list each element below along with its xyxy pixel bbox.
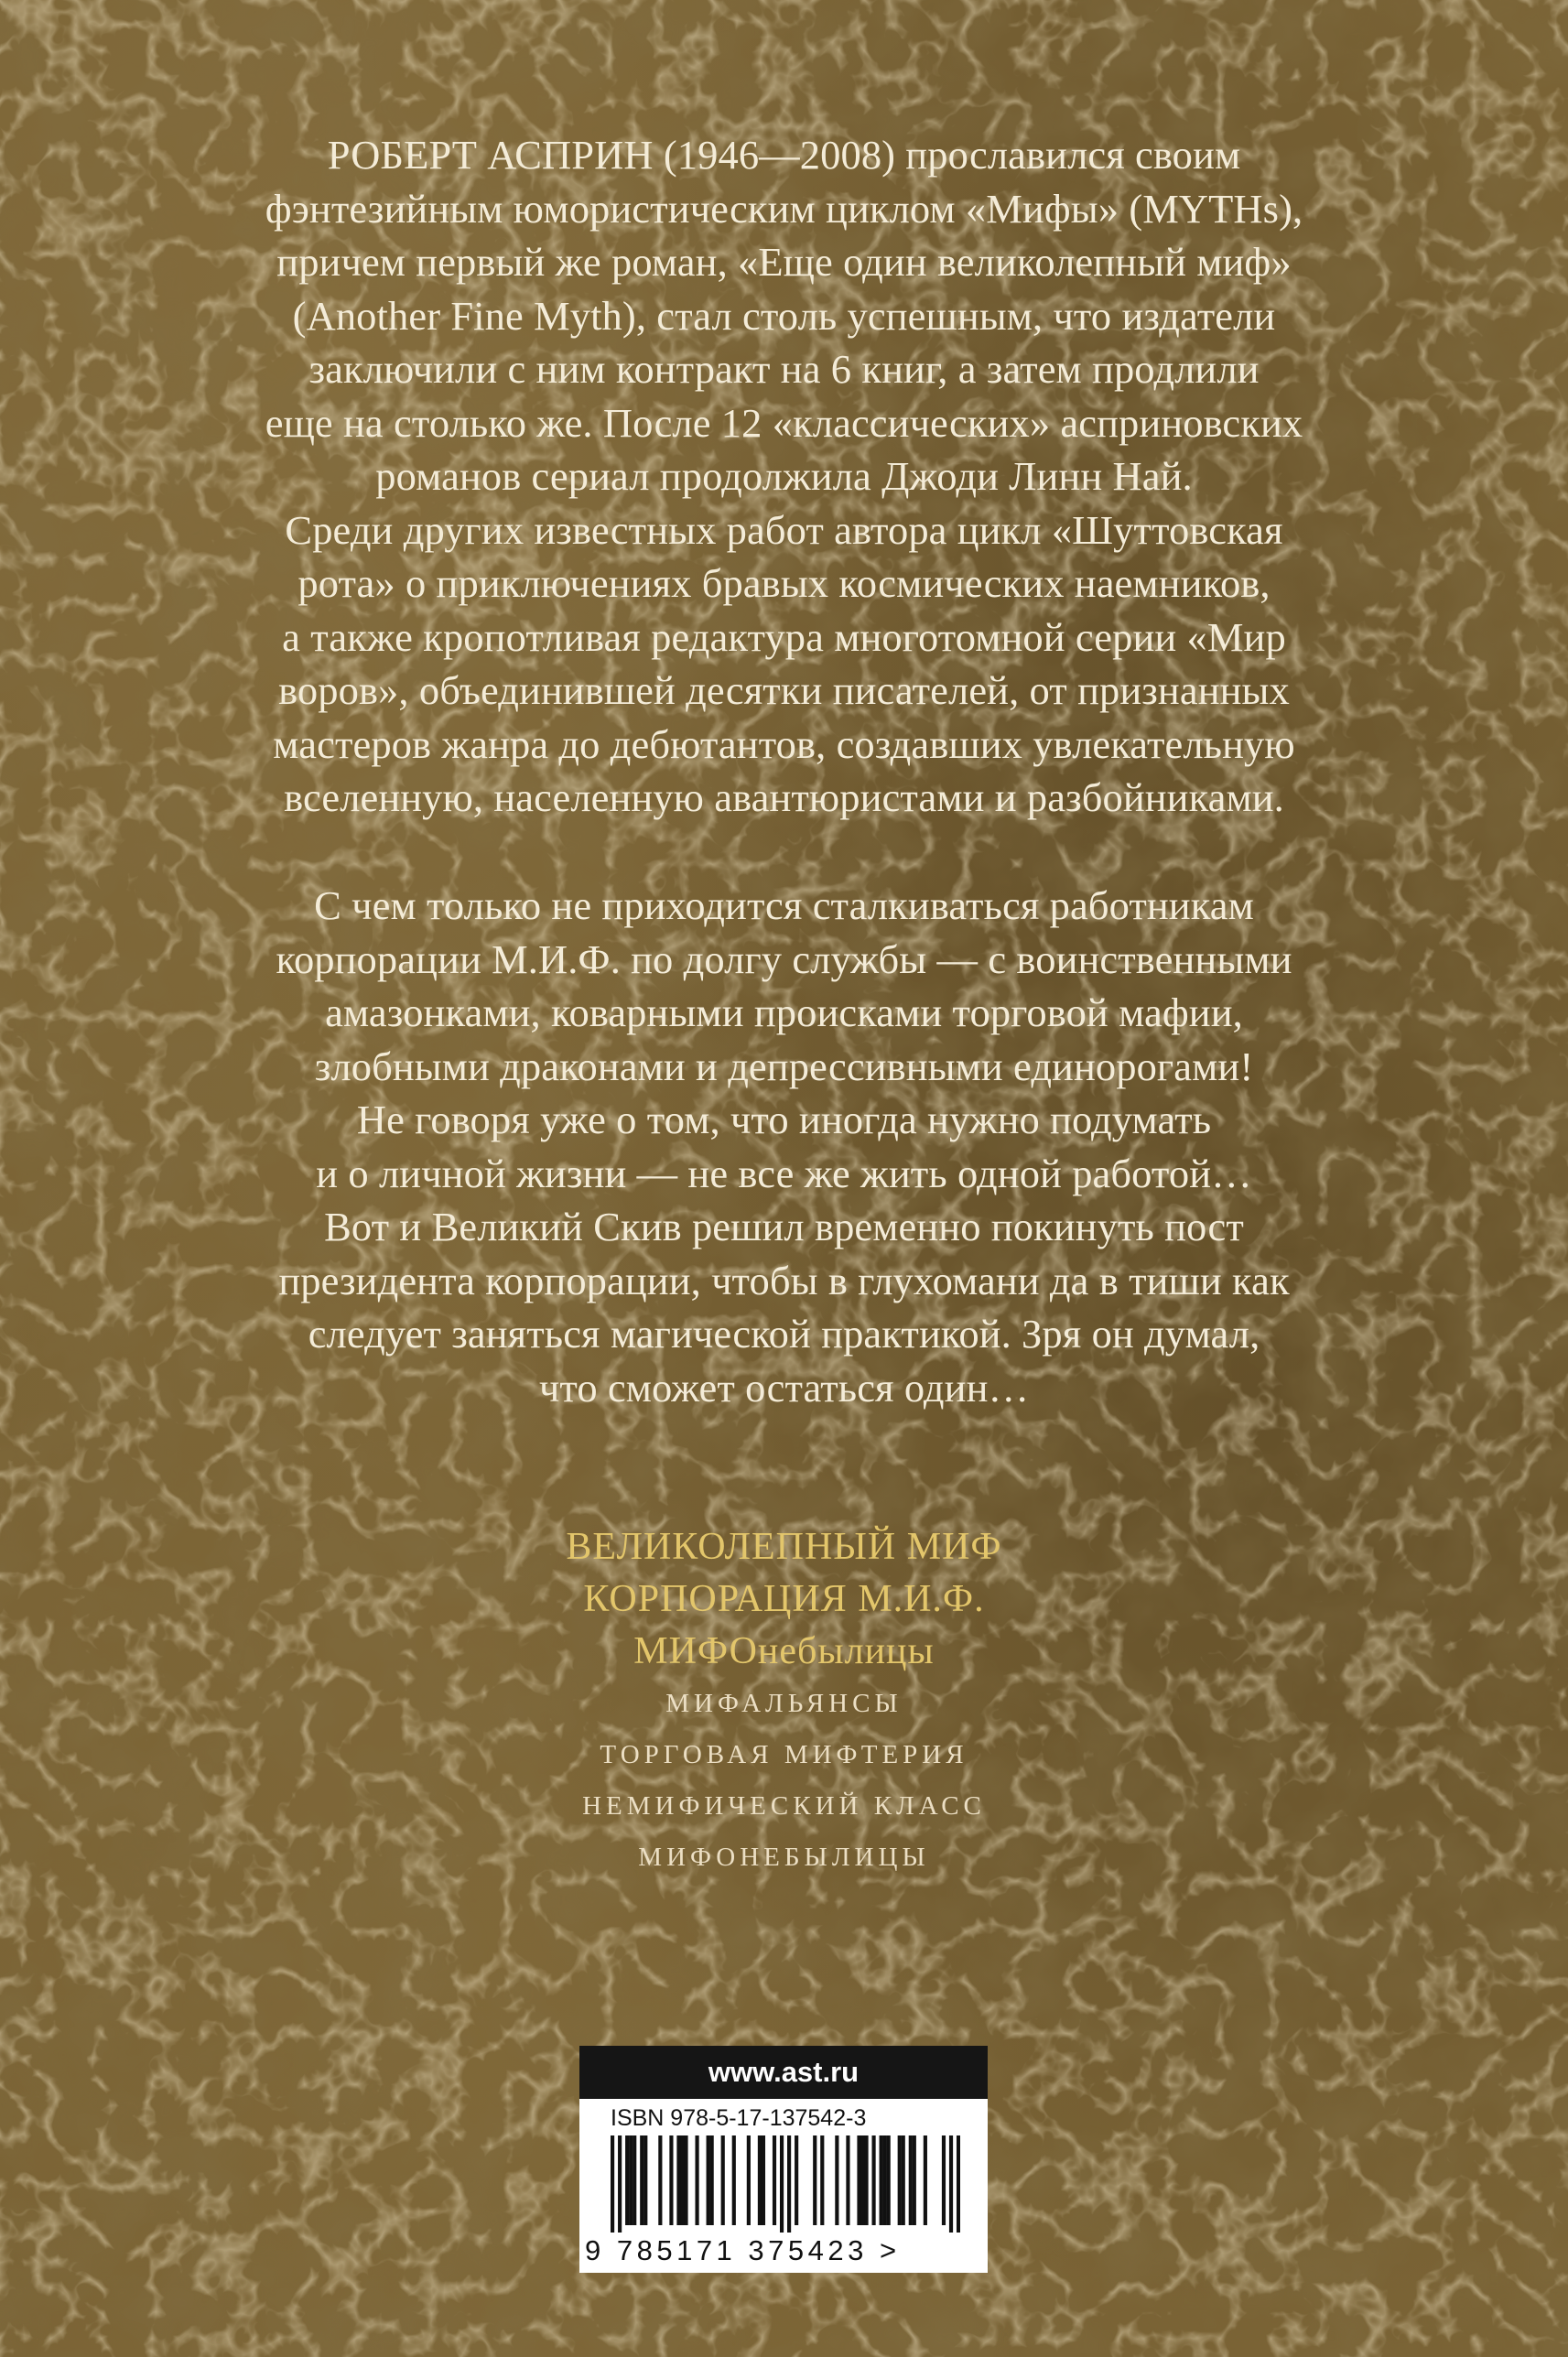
text-line: романов сериал продолжила Джоди Линн Най. xyxy=(375,453,1193,499)
text-line: Среди других известных работ автора цикл «Шуттовская xyxy=(285,506,1283,553)
barcode-bar xyxy=(629,2135,633,2225)
barcode-bar xyxy=(887,2135,891,2225)
barcode-bar xyxy=(658,2135,662,2225)
text-line: причем первый же роман, «Еще один великолепный миф» xyxy=(276,239,1292,285)
isbn-barcode-block xyxy=(579,2046,988,2273)
highlighted-titles xyxy=(0,1521,1568,1678)
text-line: следует заняться магической практикой. Зря он думал, xyxy=(308,1311,1260,1357)
barcode xyxy=(611,2135,960,2233)
barcode-bar xyxy=(820,2135,824,2225)
barcode-bar xyxy=(957,2135,960,2233)
text-line: (Another Fine Myth), стал столь успешным, что издатели xyxy=(292,292,1276,339)
barcode-bar xyxy=(780,2135,784,2233)
barcode-bar xyxy=(684,2135,687,2225)
text-line: амазонками, коварными происками торговой мафии, xyxy=(325,989,1243,1035)
series-title-highlighted: ВЕЛИКОЛЕПНЫЙ МИФ xyxy=(566,1526,1002,1568)
barcode-bar xyxy=(857,2135,860,2225)
barcode-bar xyxy=(640,2135,643,2225)
barcode-bar xyxy=(611,2135,614,2233)
barcode-bar xyxy=(710,2135,714,2225)
barcode-bar xyxy=(902,2135,905,2225)
series-title-list xyxy=(0,1521,1568,1883)
text-line: злобными драконами и депрессивными единорогами! xyxy=(314,1043,1254,1089)
isbn-label: ISBN 978-5-17-137542-3 xyxy=(611,2105,867,2131)
publisher-website: www.ast.ru xyxy=(579,2046,988,2099)
barcode-bar xyxy=(676,2135,680,2225)
barcode-digits: 9 785171 375423 > xyxy=(585,2234,901,2266)
text-line: заключили с ним контракт на 6 книг, а затем продлили xyxy=(308,346,1260,392)
barcode-bar xyxy=(909,2135,913,2225)
barcode-bar xyxy=(633,2135,636,2225)
barcode-bar xyxy=(813,2135,816,2225)
text-line: воров», объединившей десятки писателей, от признанных xyxy=(278,667,1290,713)
barcode-bar xyxy=(618,2135,622,2233)
text-line: С чем только не приходится сталкиваться работникам xyxy=(314,882,1254,928)
barcode-bar xyxy=(732,2135,736,2225)
barcode-bar xyxy=(942,2135,946,2225)
text-line: корпорации М.И.Ф. по долгу службы — с воинственными xyxy=(276,935,1292,982)
text-line: и о личной жизни — не все же жить одной работой… xyxy=(316,1150,1252,1196)
barcode-bar xyxy=(625,2135,629,2225)
barcode-bar xyxy=(762,2135,765,2225)
barcode-bar xyxy=(871,2135,875,2225)
barcode-bar xyxy=(846,2135,849,2225)
barcode-bar xyxy=(898,2135,902,2225)
barcode-bar xyxy=(860,2135,864,2225)
text-line: Вот и Великий Скив решил временно покинуть пост xyxy=(324,1204,1244,1249)
text-line: Не говоря уже о том, что иногда нужно подумать xyxy=(356,1097,1212,1142)
barcode-bar xyxy=(835,2135,838,2225)
barcode-bar xyxy=(721,2135,725,2225)
text-line: вселенную, населенную авантюристами и разбойниками. xyxy=(284,774,1284,820)
text-line: рота» о приключениях бравых космических наемников, xyxy=(297,560,1271,606)
secondary-titles xyxy=(0,1678,1568,1883)
barcode-bar xyxy=(695,2135,698,2225)
series-title-secondary: НЕМИФИЧЕСКИЙ КЛАСС xyxy=(582,1791,986,1821)
barcode-bar xyxy=(643,2135,647,2225)
barcode-bar xyxy=(864,2135,868,2225)
text-line: РОБЕРТ АСПРИН (1946—2008) прославился своим xyxy=(327,132,1241,178)
barcode-bar xyxy=(913,2135,916,2225)
series-title-secondary: МИФАЛЬЯНСЫ xyxy=(665,1689,903,1718)
barcode-bar xyxy=(707,2135,710,2225)
barcode-bar xyxy=(883,2135,887,2225)
barcode-bar xyxy=(758,2135,762,2225)
barcode-bar xyxy=(924,2135,927,2225)
barcode-bar xyxy=(680,2135,684,2225)
barcode-bar xyxy=(880,2135,883,2225)
barcode-bar xyxy=(795,2135,798,2225)
barcode-bar xyxy=(773,2135,776,2225)
series-title-highlighted: КОРПОРАЦИЯ М.И.Ф. xyxy=(583,1578,985,1620)
series-title-secondary: ТОРГОВАЯ МИФТЕРИЯ xyxy=(600,1740,968,1769)
text-line: президента корпорации, чтобы в глухомани да в тиши как xyxy=(278,1257,1290,1303)
series-title-highlighted: МИФОнебылицы xyxy=(633,1630,935,1672)
barcode-bar xyxy=(787,2135,791,2233)
barcode-bar xyxy=(747,2135,751,2225)
text-line: а также кропотливая редактура многотомной серии «Мир xyxy=(282,613,1286,660)
text-line: еще на столько же. После 12 «классических» асприновских xyxy=(265,399,1303,446)
series-title-secondary: МИФОНЕБЫЛИЦЫ xyxy=(638,1843,930,1872)
text-line: что сможет остаться один… xyxy=(538,1364,1030,1411)
text-line: фэнтезийным юмористическим циклом «Мифы» (MYTHs), xyxy=(265,185,1303,232)
barcode-bar xyxy=(669,2135,673,2225)
author-bio-paragraph xyxy=(174,128,1394,825)
barcode-bar xyxy=(949,2135,953,2233)
text-line: мастеров жанра до дебютантов, создавших увлекательную xyxy=(273,720,1295,767)
book-synopsis-paragraph xyxy=(174,879,1394,1414)
